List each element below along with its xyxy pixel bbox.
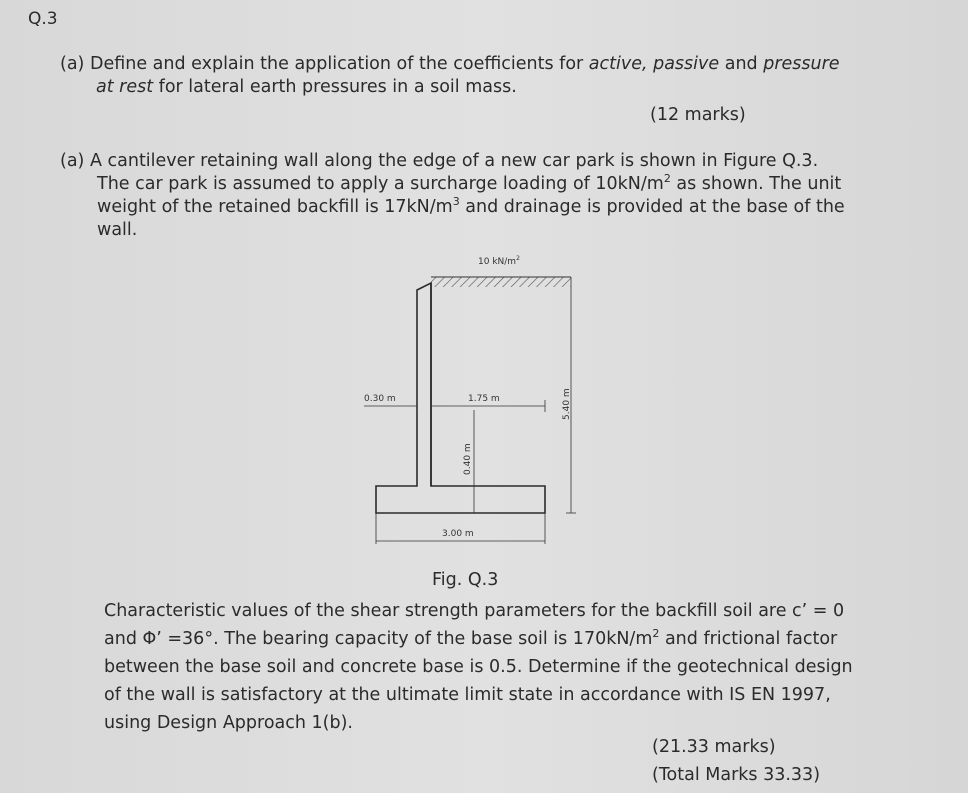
part-b-line2-post: as shown. The unit	[670, 174, 842, 194]
part-b-line2-pre: The car park is assumed to apply a surcharge loading of 10kN/m	[97, 174, 664, 194]
part-a-italic-active-passive: active, passive	[588, 54, 720, 74]
part-c-line2-post: and frictional factor	[659, 629, 838, 649]
part-a-label: (a)	[60, 54, 85, 74]
part-a-italic-pressure: pressure	[763, 54, 840, 74]
part-a-italic-at-rest: at rest	[96, 77, 154, 97]
part-a-line1-pre: Define and explain the application of the coefficients for	[89, 54, 589, 74]
part-c-line2-pre: and Φ’ =36°. The bearing capacity of the base soil is 170kN/m	[104, 629, 653, 649]
part-c-text	[104, 597, 853, 737]
dim-heel-label: 1.75 m	[468, 394, 500, 404]
figure-caption: Fig. Q.3	[432, 570, 499, 590]
part-b-line1: A cantilever retaining wall along the edge of a new car park is shown in Figure Q.3.	[89, 151, 819, 171]
part-a-marks: (12 marks)	[650, 105, 746, 125]
part-c-line-5: using Design Approach 1(b).	[104, 713, 353, 733]
wall-outline	[376, 283, 545, 513]
part-c-marks: (21.33 marks)	[652, 737, 776, 757]
part-a-line2-post: for lateral earth pressures in a soil mass.	[153, 77, 517, 97]
dim-stem-label: 0.30 m	[364, 394, 396, 404]
part-b-line-4: wall.	[97, 220, 138, 240]
part-a-line1-mid: and	[719, 54, 764, 74]
dim-base-thickness-label: 0.40 m	[463, 443, 473, 475]
part-c-line-2	[104, 625, 853, 653]
dim-base-width-label: 3.00 m	[442, 529, 474, 539]
part-c-line-4: of the wall is satisfactory at the ultimate limit state in accordance with IS EN 1997,	[104, 685, 831, 705]
part-b-label: (a)	[60, 151, 85, 171]
part-b-line3-post: and drainage is provided at the base of the	[459, 197, 845, 217]
part-b-line3-sup: 3	[452, 195, 460, 209]
part-c-line-3: between the base soil and concrete base is 0.5. Determine if the geotechnical design	[104, 657, 853, 677]
part-b-line3-pre: weight of the retained backfill is 17kN/m	[97, 197, 453, 217]
dim-height-label: 5.40 m	[562, 388, 572, 420]
surcharge-hatch	[431, 277, 571, 287]
part-c-line2-sup: 2	[652, 627, 660, 641]
part-c-line-1: Characteristic values of the shear strength parameters for the backfill soil are c’ = 0	[104, 601, 845, 621]
part-b-line2-sup: 2	[663, 172, 671, 186]
total-marks: (Total Marks 33.33)	[652, 765, 821, 785]
question-number: Q.3	[28, 9, 58, 29]
surcharge-label: 10 $kN/m^2$	[478, 255, 520, 267]
